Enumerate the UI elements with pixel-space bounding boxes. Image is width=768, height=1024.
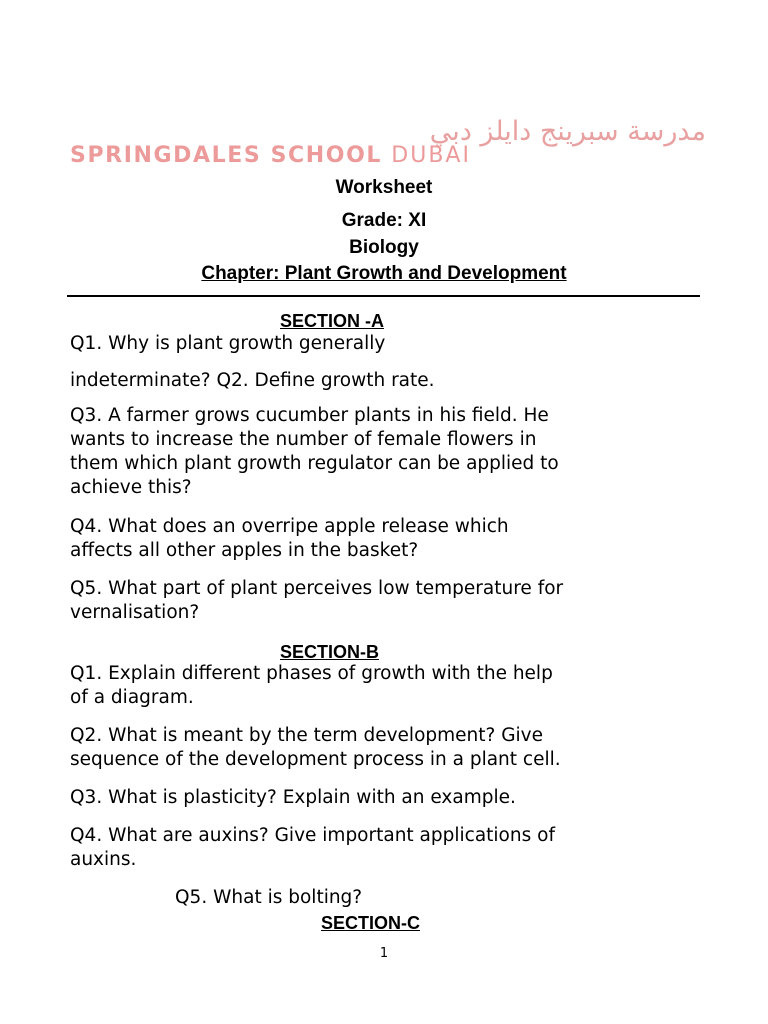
section-a-q5: Q5. What part of plant perceives low temperature for vernalisation? (70, 578, 564, 623)
logo-english-thin: DUBAI (391, 143, 471, 168)
section-b-q3: Q3. What is plasticity? Explain with an example. (70, 787, 516, 808)
school-logo (70, 118, 706, 166)
chapter-title: Chapter: Plant Growth and Development (201, 263, 567, 284)
header-divider (67, 295, 700, 297)
section-a-q4: Q4. What does an overripe apple release which affects all other apples in the basket? (70, 516, 509, 561)
section-b-q5: Q5. What is bolting? (175, 887, 363, 908)
subject-label: Biology (349, 237, 419, 258)
worksheet-title: Worksheet (335, 177, 433, 198)
section-a-q3: Q3. A farmer grows cucumber plants in his field. He wants to increase the number of female flowers in them which plant growth regulator can be applied to achieve this? (70, 405, 559, 498)
section-a-heading: SECTION -A (280, 311, 385, 331)
section-b-q1: Q1. Explain different phases of growth with the help of a diagram. (70, 663, 553, 708)
grade-label: Grade: XI (341, 210, 427, 231)
logo-english-bold: SPRINGDALES SCHOOL (70, 143, 383, 168)
section-c-heading: SECTION-C (321, 913, 420, 933)
section-a-q1-line2: indeterminate? Q2. Define growth rate. (70, 370, 435, 391)
logo-arabic-text: مدرسة سبرينج دايلز دبي (429, 116, 706, 147)
logo-english-text (70, 144, 706, 168)
page-number: 1 (379, 946, 389, 961)
section-b-heading: SECTION-B (280, 642, 379, 662)
section-b-q2: Q2. What is meant by the term development? Give sequence of the development process in a plant cell. (70, 725, 561, 770)
section-b-q4: Q4. What are auxins? Give important applications of auxins. (70, 825, 555, 870)
section-a-q1-line1: Q1. Why is plant growth generally (70, 333, 386, 354)
